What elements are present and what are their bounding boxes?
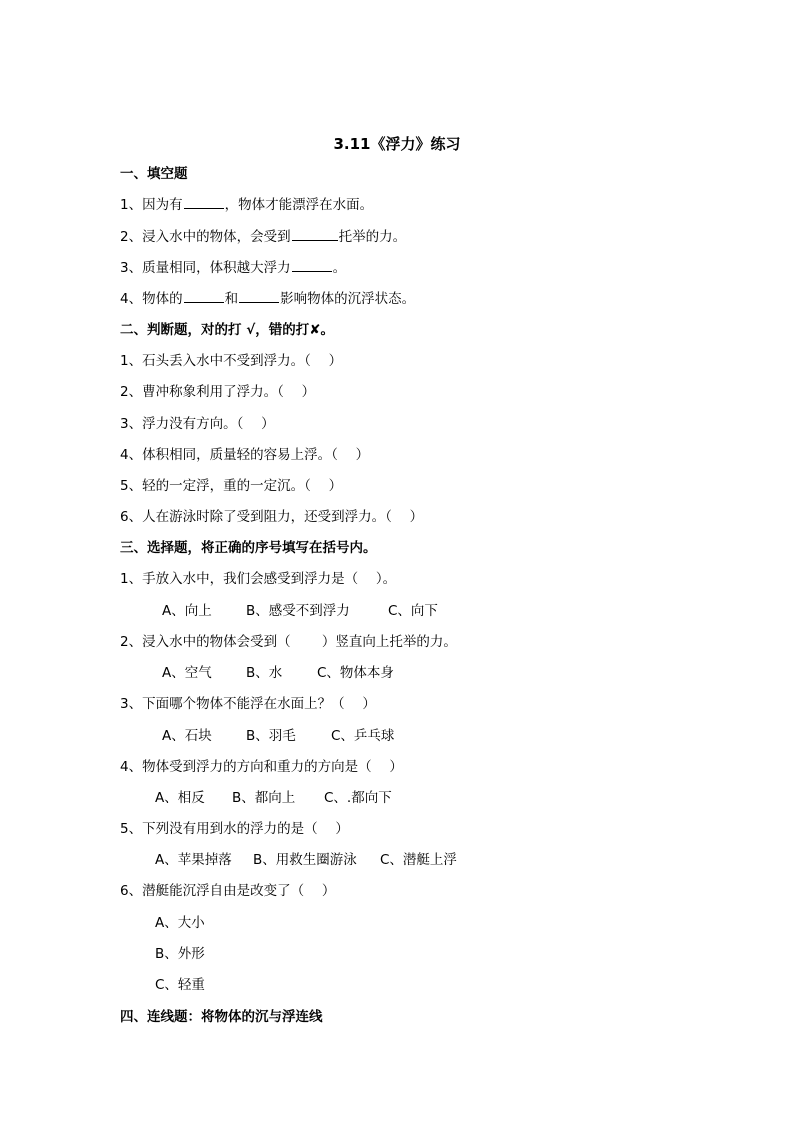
fill-question-2 <box>120 227 406 247</box>
fill-question-4-text-b: 和 <box>224 291 239 307</box>
choice-question-6-option-a: A、大小 <box>155 915 205 931</box>
judge-question-3: 3、浮力没有方向。（ ） <box>120 416 275 432</box>
choice-question-5-option-b: B、用救生圈游泳 <box>253 852 357 868</box>
choice-question-6-option-b: B、外形 <box>155 946 205 962</box>
section-3-heading: 三、选择题，将正确的序号填写在括号内。 <box>120 540 377 556</box>
choice-question-1-option-c: C、向下 <box>388 603 438 619</box>
choice-question-6-option-c: C、轻重 <box>155 977 205 993</box>
choice-question-4-option-c: C、.都向下 <box>324 790 392 806</box>
answer-blank <box>292 270 332 272</box>
page-title: 3.11《浮力》练习 <box>333 135 461 153</box>
judge-question-5: 5、轻的一定浮，重的一定沉。（ ） <box>120 478 343 494</box>
judge-question-2: 2、曹冲称象利用了浮力。（ ） <box>120 384 316 400</box>
fill-question-2-text-a: 2、浸入水中的物体，会受到 <box>120 229 291 245</box>
choice-question-1-option-b: B、感受不到浮力 <box>246 603 350 619</box>
choice-question-2-stem: 2、浸入水中的物体会受到（ ）竖直向上托举的力。 <box>120 634 457 650</box>
answer-blank <box>292 239 338 241</box>
section-1-heading: 一、填空题 <box>120 166 188 182</box>
choice-question-3-option-b: B、羽毛 <box>246 728 296 744</box>
choice-question-1-option-a: A、向上 <box>162 603 212 619</box>
choice-question-2-option-c: C、物体本身 <box>317 665 394 681</box>
choice-question-2-option-a: A、空气 <box>162 665 212 681</box>
judge-question-1: 1、石头丢入水中不受到浮力。（ ） <box>120 353 343 369</box>
choice-question-4-stem: 4、物体受到浮力的方向和重力的方向是（ ） <box>120 759 403 775</box>
choice-question-6-stem: 6、潜艇能沉浮自由是改变了（ ） <box>120 883 336 899</box>
fill-question-3 <box>120 258 346 278</box>
fill-question-3-text-b: 。 <box>332 260 347 276</box>
fill-question-1-text-a: 1、因为有 <box>120 197 183 213</box>
choice-question-2-option-b: B、水 <box>246 665 283 681</box>
answer-blank <box>239 301 279 303</box>
judge-question-4: 4、体积相同，质量轻的容易上浮。（ ） <box>120 447 370 463</box>
fill-question-4-text-c: 影响物体的沉浮状态。 <box>280 291 416 307</box>
section-4-heading: 四、连线题：将物体的沉与浮连线 <box>120 1009 323 1025</box>
fill-question-4-text-a: 4、物体的 <box>120 291 183 307</box>
choice-question-1-stem: 1、手放入水中，我们会感受到浮力是（ ）。 <box>120 571 397 587</box>
answer-blank <box>184 301 224 303</box>
section-2-heading: 二、判断题，对的打 √，错的打✘。 <box>120 322 335 338</box>
choice-question-4-option-b: B、都向上 <box>232 790 296 806</box>
fill-question-4 <box>120 289 415 309</box>
choice-question-5-option-a: A、苹果掉落 <box>155 852 232 868</box>
choice-question-5-stem: 5、下列没有用到水的浮力的是（ ） <box>120 821 349 837</box>
choice-question-3-option-c: C、乒乓球 <box>331 728 395 744</box>
fill-question-3-text-a: 3、质量相同，体积越大浮力 <box>120 260 291 276</box>
choice-question-3-stem: 3、下面哪个物体不能浮在水面上？（ ） <box>120 696 376 712</box>
fill-question-1-text-b: ，物体才能漂浮在水面。 <box>224 197 374 213</box>
choice-question-3-option-a: A、石块 <box>162 728 212 744</box>
fill-question-2-text-b: 托举的力。 <box>338 229 407 245</box>
answer-blank <box>184 207 224 209</box>
choice-question-4-option-a: A、相反 <box>155 790 205 806</box>
fill-question-1 <box>120 195 373 215</box>
choice-question-5-option-c: C、潜艇上浮 <box>380 852 457 868</box>
judge-question-6: 6、人在游泳时除了受到阻力，还受到浮力。（ ） <box>120 509 424 525</box>
